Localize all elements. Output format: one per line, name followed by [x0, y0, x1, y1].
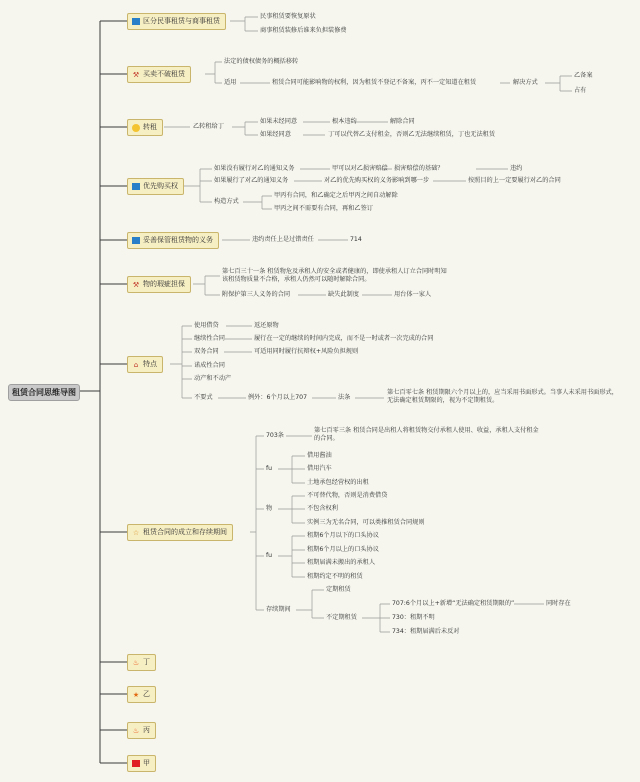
branch-label: 转租 [143, 123, 157, 131]
tools-icon: ⚒ [132, 280, 140, 289]
branch-label: 租赁合同的成立和存续期间 [143, 528, 227, 536]
branch-label: 物的瑕疵担保 [143, 280, 185, 288]
leaf: 如果经同意 [260, 131, 291, 138]
leaf: 租期约定不明的租赁 [307, 573, 363, 580]
leaf: 703条 [266, 432, 284, 439]
tools-icon: ⚒ [132, 70, 140, 79]
leaf: 民事租赁要恢复原状 [260, 13, 316, 20]
branch-ding[interactable] [127, 654, 156, 671]
leaf: 租赁合同可能影响物的权利，因为租赁不登记不备案，丙不一定知道在租赁 [272, 79, 477, 86]
leaf: 如果没有履行对乙的通知义务 [214, 165, 295, 172]
leaf: 例外：6个月以上707 [248, 394, 308, 401]
branch-jia[interactable] [127, 755, 156, 772]
branch-characteristics[interactable] [127, 356, 163, 373]
leaf: 对乙的优先购买权的义务影响到哪一步 [324, 177, 430, 184]
leaf: 附保护第三人义务的合同 [222, 291, 291, 298]
leaf: 可适用同时履行抗辩权+风险负担规则 [254, 348, 359, 355]
leaf: 第七百零七条 租赁期限六个月以上的，应当采用书面形式。当事人未采用书面形式，无法确定租赁期限的，视为不定期租赁。 [387, 389, 618, 405]
leaf: 734：租期届满后未反对 [392, 628, 460, 635]
leaf: 乙备案 [574, 72, 593, 79]
leaf: 违约 [510, 165, 523, 172]
leaf: 707:6个月以上+新增“无法确定租赁期限的” [392, 600, 515, 607]
branch-label: 甲 [143, 759, 150, 767]
leaf: 构造方式 [214, 198, 239, 205]
leaf: 适用 [224, 79, 237, 86]
root-node[interactable]: 租赁合同思维导图 [8, 384, 80, 401]
branch-label: 丙 [143, 726, 150, 734]
leaf: 第七百三十一条 租赁物危及承租人的安全或者健康的，即使承租人订立合同时明知该租赁物质量不合格，承租人仍然可以随时解除合同。 [222, 268, 447, 284]
fire-icon: ♨ [132, 726, 140, 735]
leaf: 解除合同 [390, 118, 415, 125]
branch-sublease[interactable] [127, 119, 163, 136]
branch-label: 区分民事租赁与商事租赁 [143, 17, 220, 25]
leaf: 不包含权利 [307, 505, 338, 512]
leaf: 不要式 [194, 394, 213, 401]
leaf: 法定的债权债务的概括移转 [224, 58, 299, 65]
leaf: 土地承包经营权的出租 [307, 479, 369, 486]
leaf: 如果履行了对乙的通知义务 [214, 177, 289, 184]
leaf: 甲可以对乙损害赔偿 [332, 165, 388, 172]
leaf: 甲丙有合同，和乙确定之后甲丙之间自动解除 [274, 192, 398, 199]
coin-icon [132, 124, 140, 132]
leaf: 按照目的上一定要履行对乙的合同 [468, 177, 561, 184]
branch-yi[interactable] [127, 686, 156, 703]
house-icon: ⌂ [133, 360, 139, 369]
leaf: 使用借贷 [194, 322, 219, 329]
leaf: 租期6个月以下的口头协议 [307, 532, 379, 539]
branch-formation-and-duration[interactable] [127, 524, 233, 541]
star-icon: ★ [132, 690, 140, 699]
leaf: 法条 [338, 394, 351, 401]
blue-flag-icon [132, 183, 140, 190]
leaf: 第七百零三条 租赁合同是出租人将租赁物交付承租人使用、收益，承租人支付租金的合同。 [314, 427, 539, 443]
leaf: 租期6个月以上的口头协议 [307, 546, 379, 553]
branch-label: 特点 [143, 360, 157, 368]
leaf: 租期届满未搬出的承租人 [307, 559, 376, 566]
branch-duty-of-care[interactable] [127, 232, 219, 249]
branch-defect-warranty[interactable] [127, 276, 191, 293]
leaf: 不可替代物，否则是消费借贷 [307, 492, 388, 499]
leaf: 返还原物 [254, 322, 279, 329]
leaf: 占有 [574, 87, 587, 94]
branch-bing[interactable] [127, 722, 156, 739]
leaf: 用台体一家人 [394, 291, 432, 298]
leaf: 物 [266, 505, 273, 512]
leaf: fu [266, 465, 273, 472]
branch-civil-vs-commercial-lease[interactable] [127, 13, 226, 30]
leaf: 借用酱油 [307, 452, 332, 459]
branch-label: 优先购买权 [143, 182, 178, 190]
leaf: 不定期租赁 [326, 614, 357, 621]
branch-label: 丁 [143, 658, 150, 666]
leaf: 乙转租给丁 [193, 123, 224, 130]
leaf: 存续期间 [266, 606, 291, 613]
leaf: 如果未经同意 [260, 118, 298, 125]
leaf: 缺失此制度 [328, 291, 359, 298]
red-flag-icon [132, 760, 140, 767]
leaf: 履行在一定的继续的时间内完成，而不是一时或者一次完成的合同 [254, 335, 434, 342]
branch-preemptive-right[interactable] [127, 178, 184, 195]
leaf: 同时存在 [546, 600, 571, 607]
leaf: 根本违约 [332, 118, 357, 125]
leaf: 714 [350, 236, 362, 243]
leaf: 实例三为无名合同，可以类推租赁合同规则 [307, 519, 425, 526]
leaf: 解决方式 [513, 79, 538, 86]
leaf: 丁可以代替乙支付租金，否则乙无法继续租赁，丁也无法租赁 [328, 131, 496, 138]
leaf: 商事租赁装修后谁来负担装修费 [260, 27, 347, 34]
branch-label: 乙 [143, 690, 150, 698]
leaf: 甲丙之间不需要有合同，再和乙签订 [274, 205, 373, 212]
branch-label: 妥善保管租赁物的义务 [143, 236, 213, 244]
leaf: fu [266, 552, 273, 559]
leaf: 定期租赁 [326, 586, 351, 593]
blue-flag-icon [132, 18, 140, 25]
star-outline-icon: ☆ [132, 528, 140, 537]
blue-flag-icon [132, 237, 140, 244]
leaf: 继续性合同 [194, 335, 225, 342]
leaf: 违约责任上是过错责任 [252, 236, 314, 243]
leaf: 730：租期不明 [392, 614, 435, 621]
leaf: 动产和不动产 [194, 375, 232, 382]
branch-label: 买卖不破租赁 [143, 70, 185, 78]
branch-sale-not-break-lease[interactable] [127, 66, 191, 83]
leaf: 诺成性合同 [194, 362, 225, 369]
leaf: 双务合同 [194, 348, 219, 355]
fire-icon: ♨ [132, 658, 140, 667]
leaf: 借用汽车 [307, 465, 332, 472]
leaf: 损害赔偿的基础？ [394, 165, 444, 172]
